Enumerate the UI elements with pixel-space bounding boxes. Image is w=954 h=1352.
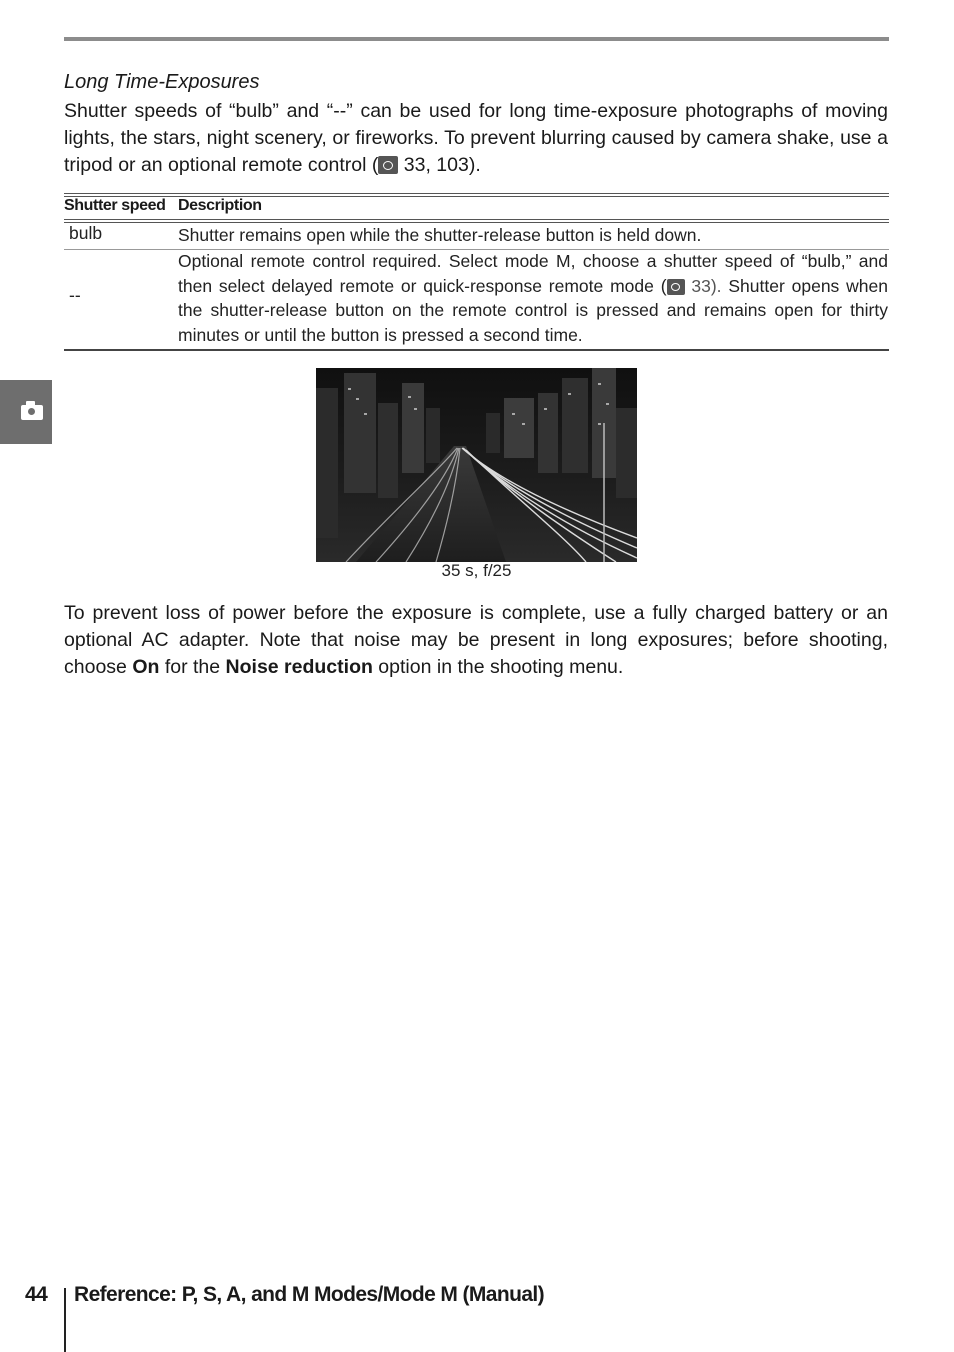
table-cell-speed: -- [69, 285, 81, 305]
intro-text: Shutter speeds of “bulb” and “--” can be used for long time-exposure photographs of moving lights, the stars, night scenery, or fireworks. To prevent blurring caused by camera shake, use a tripod or an optional remote control ( [64, 100, 888, 176]
mode-m-label: M [556, 251, 571, 271]
footer-title: Reference: P, S, A, and M Modes/Mode M (Manual) [74, 1283, 545, 1306]
outro-text: To prevent loss of power before the exposure is complete, use a fully charged battery or an optional AC adapter. Note that noise may be present in long exposures; before shooting, choose [64, 602, 888, 678]
reference-page-icon [667, 279, 685, 295]
description-text: Shutter opens when the shutter-release button on the remote control is pressed and remains open for thirty minutes or until the button is pressed a second time. [178, 275, 888, 345]
photo-caption: 35 s, f/25 [441, 561, 512, 580]
camera-icon [28, 408, 35, 415]
column-header-description: Description [178, 197, 262, 214]
footer-divider [64, 1288, 66, 1352]
table-cell-speed: bulb [69, 223, 103, 243]
column-header-shutter-speed: Shutter speed [64, 197, 166, 214]
reference-page-icon [378, 156, 398, 174]
table-rule [64, 193, 889, 194]
description-text: Optional remote control required. Select mode [178, 251, 557, 271]
table-cell-description: Shutter remains open while the shutter-release button is held down. [178, 225, 702, 245]
description-text: , choose a shutter speed of “bulb,” and then select delayed remote or quick-response remote mode ( [178, 251, 889, 296]
header-rule [64, 37, 889, 41]
intro-reference: 33, 103). [403, 154, 481, 176]
menu-option-on: On [132, 656, 160, 678]
description-reference: 33). [691, 275, 722, 296]
outro-text: for the [159, 656, 226, 678]
outro-text: option in the shooting menu. [372, 656, 624, 678]
menu-item-noise-reduction: Noise reduction [225, 656, 373, 678]
page-number: 44 [25, 1283, 48, 1306]
table-rule [64, 219, 889, 220]
section-title: Long Time-Exposures [64, 71, 260, 93]
night-traffic-photo [316, 368, 637, 562]
outro-paragraph [64, 600, 888, 681]
table-rule [64, 349, 889, 351]
table-cell-description [178, 249, 888, 347]
intro-paragraph [64, 98, 888, 179]
